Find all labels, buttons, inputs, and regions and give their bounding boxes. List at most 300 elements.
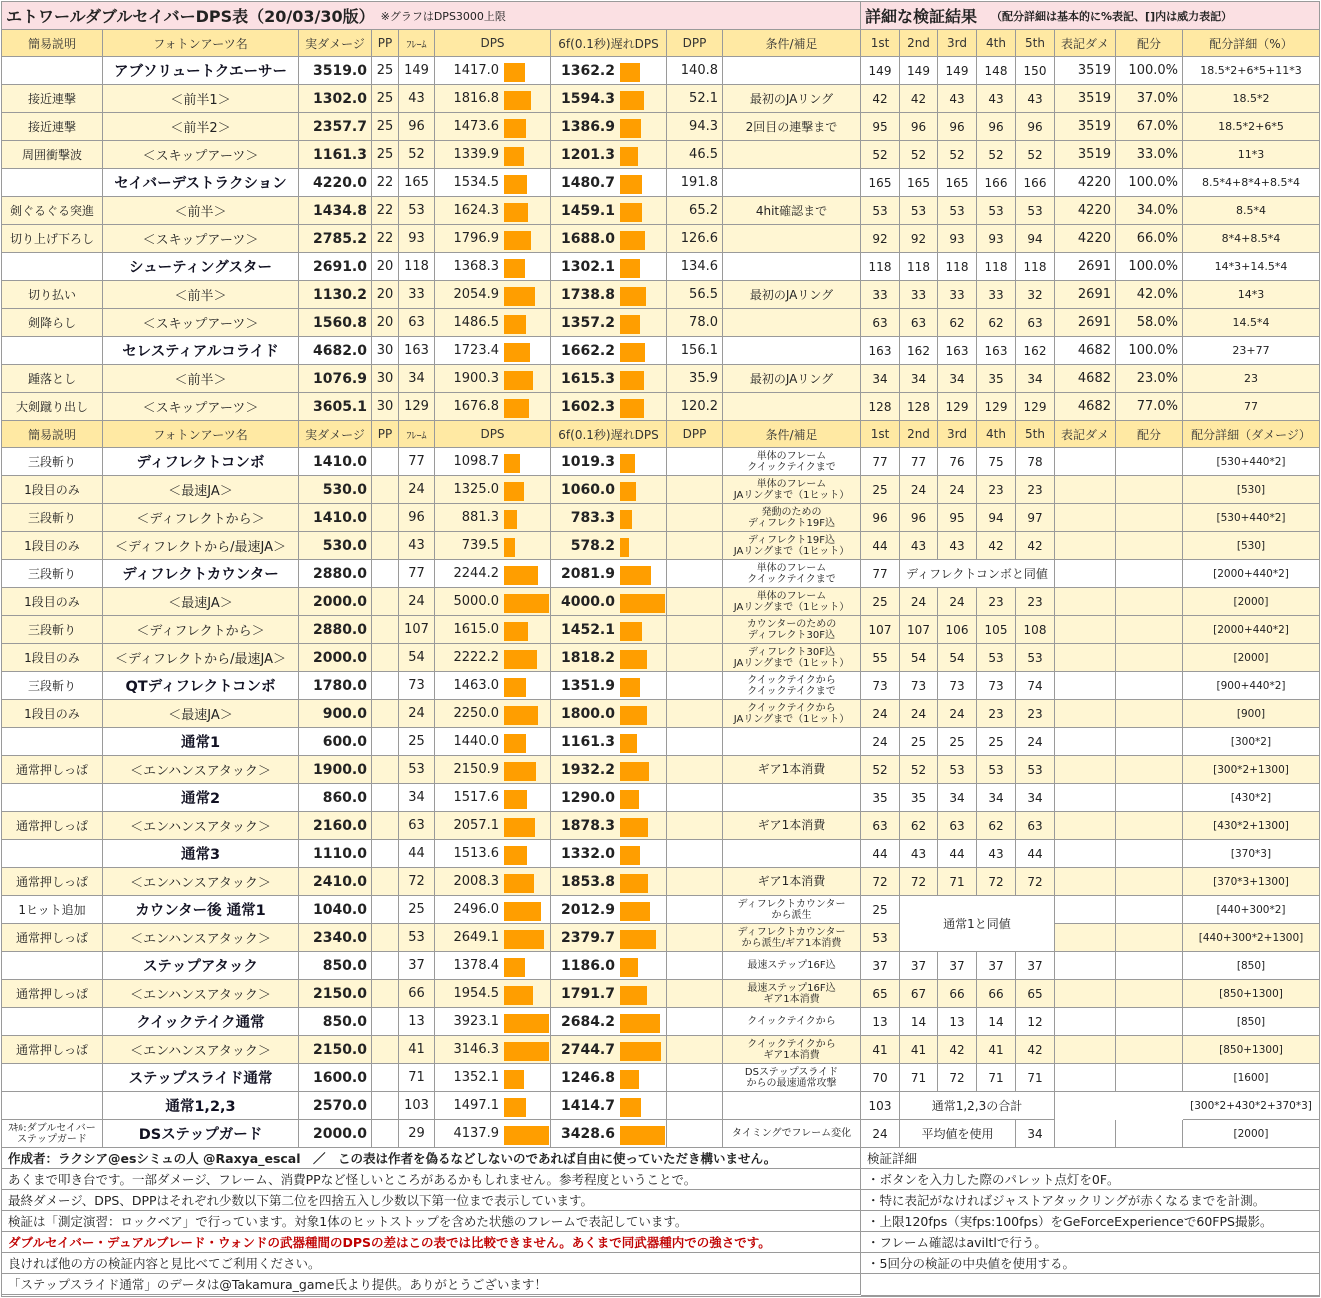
- detail-note: （配分詳細は基本的に%表記、[]内は威力表記）: [991, 9, 1233, 23]
- dps-value: 1368.3: [453, 259, 499, 274]
- real-damage: 1130.2: [299, 281, 372, 309]
- frame-count: 41: [399, 1036, 435, 1064]
- real-damage: 1040.0: [299, 896, 372, 924]
- frame-trial-1: 95: [861, 113, 900, 141]
- real-damage: 3605.1: [299, 393, 372, 421]
- dps-bar: [620, 315, 640, 334]
- header-headers2-0: 簡易説明: [2, 421, 103, 448]
- condition: [723, 57, 861, 85]
- art-name: DSステップガード: [103, 1120, 299, 1148]
- footer-note-1: あくまで叩き台です。一部ダメージ、フレーム、消費PPなど怪しいところがあるかもしれません。参考程度ということで。: [2, 1169, 861, 1190]
- header-headers2-1: フォトンアーツ名: [103, 421, 299, 448]
- verification-item-4: ・5回分の検証の中央値を使用する。: [861, 1253, 1320, 1274]
- header-headers1-3: PP: [372, 30, 399, 57]
- distribution-detail: [2000]: [1183, 588, 1320, 616]
- listed-damage: [1055, 784, 1116, 812]
- dps6-cell: [551, 1092, 667, 1120]
- dps-cell: [435, 1064, 551, 1092]
- frame-trial-2: 92: [900, 225, 938, 253]
- dps-cell: [435, 141, 551, 169]
- condition: 最速ステップ16F込 ギア1本消費: [723, 980, 861, 1008]
- real-damage: 2410.0: [299, 868, 372, 896]
- dps-bar: [504, 315, 526, 334]
- listed-damage: [1055, 616, 1116, 644]
- listed-damage: [1055, 728, 1116, 756]
- listed-damage: [1055, 812, 1116, 840]
- condition: クイックテイクから: [723, 1008, 861, 1036]
- dps6-cell: [551, 448, 667, 476]
- dpp-value: [667, 952, 723, 980]
- header-headers2-9: 1st: [861, 421, 900, 448]
- frame-trial-2: 53: [900, 197, 938, 225]
- verification-item-1: ・特に表記がなければジャストアタックリングが赤くなるまでを計測。: [861, 1190, 1320, 1211]
- dps6-cell: [551, 225, 667, 253]
- frame-trial-5: 34: [1016, 365, 1055, 393]
- dpp-value: [667, 924, 723, 952]
- header-headers1-2: 実ダメージ: [299, 30, 372, 57]
- dps6-value: 2081.9: [560, 565, 615, 582]
- frame-trial-1: 25: [861, 896, 900, 924]
- dps-value: 1816.8: [453, 91, 499, 106]
- condition: 発動のための ディフレクト19F込: [723, 504, 861, 532]
- distribution: [1116, 980, 1183, 1008]
- row-desc: 1段目のみ: [2, 644, 103, 672]
- dps-bar: [620, 1014, 660, 1033]
- frame-trial-3: 72: [938, 1064, 977, 1092]
- frame-trial-2: 24: [900, 588, 938, 616]
- distribution-detail: [300*2]: [1183, 728, 1320, 756]
- dps6-cell: [551, 812, 667, 840]
- dps6-value: 1019.3: [560, 453, 615, 470]
- listed-damage: [1055, 1064, 1116, 1092]
- dpp-value: [667, 784, 723, 812]
- verification-title: 検証詳細: [861, 1148, 1320, 1169]
- dps6-value: 4000.0: [560, 593, 615, 610]
- real-damage: 2691.0: [299, 253, 372, 281]
- frame-trial-5: 96: [1016, 113, 1055, 141]
- frame-trial-1: 73: [861, 672, 900, 700]
- frame-trial-4: 93: [977, 225, 1016, 253]
- dps-bar: [504, 343, 530, 362]
- dps-bar: [620, 91, 644, 110]
- pp-cost: [372, 868, 399, 896]
- dps-cell: [435, 309, 551, 337]
- dpp-value: [667, 644, 723, 672]
- frame-count: 107: [399, 616, 435, 644]
- distribution: [1116, 532, 1183, 560]
- header-headers1-13: 5th: [1016, 30, 1055, 57]
- frame-count: 103: [399, 1092, 435, 1120]
- dpp-value: [667, 728, 723, 756]
- dps-value: 1676.8: [453, 399, 499, 414]
- detail-title: [861, 2, 1320, 30]
- frame-trial-5: 118: [1016, 253, 1055, 281]
- dps-bar: [504, 930, 544, 949]
- condition: [723, 1092, 861, 1120]
- frame-count: 43: [399, 532, 435, 560]
- distribution: [1116, 896, 1183, 924]
- dps-value: 1098.7: [453, 454, 499, 469]
- dpp-value: [667, 448, 723, 476]
- frame-trial-4: 35: [977, 365, 1016, 393]
- real-damage: 2880.0: [299, 560, 372, 588]
- pp-cost: [372, 1092, 399, 1120]
- frame-trial-4: 14: [977, 1008, 1016, 1036]
- dps-value: 1325.0: [453, 482, 499, 497]
- frame-trial-2: 62: [900, 812, 938, 840]
- pp-cost: 22: [372, 197, 399, 225]
- dps-value: 1624.3: [453, 203, 499, 218]
- frame-count: 24: [399, 700, 435, 728]
- frame-count: 53: [399, 924, 435, 952]
- condition: [723, 337, 861, 365]
- frame-trial-1: 92: [861, 225, 900, 253]
- frame-trial-1: 70: [861, 1064, 900, 1092]
- frame-trial-4: 105: [977, 616, 1016, 644]
- distribution: [1116, 840, 1183, 868]
- pp-cost: [372, 728, 399, 756]
- dps-bar: [620, 874, 648, 893]
- condition: ギア1本消費: [723, 756, 861, 784]
- frame-trial-1: 77: [861, 560, 900, 588]
- real-damage: 2340.0: [299, 924, 372, 952]
- dps-bar: [504, 510, 517, 529]
- frame-trial-4: 52: [977, 141, 1016, 169]
- art-name: 通常1,2,3: [103, 1092, 299, 1120]
- dps-value: 1954.5: [453, 986, 499, 1001]
- row-desc: 1段目のみ: [2, 588, 103, 616]
- dps6-value: 1738.8: [560, 286, 615, 303]
- listed-damage: [1055, 672, 1116, 700]
- frame-trial-3: 13: [938, 1008, 977, 1036]
- dps-bar: [620, 762, 649, 781]
- row-desc: [2, 337, 103, 365]
- detail-title-text: 詳細な検証結果: [865, 7, 978, 26]
- frame-count: 63: [399, 812, 435, 840]
- frame-trial-5: 23: [1016, 700, 1055, 728]
- condition: ディフレクトカウンター から派生/ギア1本消費: [723, 924, 861, 952]
- dps6-cell: [551, 588, 667, 616]
- frame-count: 25: [399, 728, 435, 756]
- frame-trial-3: 24: [938, 476, 977, 504]
- frame-trial-2: 149: [900, 57, 938, 85]
- dpp-value: [667, 980, 723, 1008]
- dps6-cell: [551, 141, 667, 169]
- distribution: 58.0%: [1116, 309, 1183, 337]
- frame-count: 43: [399, 85, 435, 113]
- frame-trial-1: 63: [861, 309, 900, 337]
- dps-bar: [620, 538, 629, 557]
- frame-trial-4: 23: [977, 700, 1016, 728]
- pp-cost: [372, 560, 399, 588]
- frame-trial-4: 34: [977, 784, 1016, 812]
- distribution: [1116, 1008, 1183, 1036]
- dpp-value: [667, 700, 723, 728]
- dps-value: 2222.2: [453, 650, 499, 665]
- frame-trial-4: 71: [977, 1064, 1016, 1092]
- condition: DSステップスライド からの最速通常攻撃: [723, 1064, 861, 1092]
- header-headers1-7: DPP: [667, 30, 723, 57]
- frame-trial-5: 23: [1016, 476, 1055, 504]
- pp-cost: [372, 1064, 399, 1092]
- distribution-detail: 18.5*2+6*5: [1183, 113, 1320, 141]
- dps-bar: [620, 119, 641, 138]
- frame-count: 71: [399, 1064, 435, 1092]
- frame-trial-5: 71: [1016, 1064, 1055, 1092]
- dpp-value: [667, 1120, 723, 1148]
- distribution: 34.0%: [1116, 197, 1183, 225]
- frame-trial-5: 44: [1016, 840, 1055, 868]
- dps6-cell: [551, 868, 667, 896]
- art-name: ＜最速JA＞: [103, 476, 299, 504]
- dps-cell: [435, 588, 551, 616]
- dps6-cell: [551, 896, 667, 924]
- frame-count: 77: [399, 560, 435, 588]
- art-name: ＜エンハンスアタック＞: [103, 980, 299, 1008]
- frame-trial-3: 163: [938, 337, 977, 365]
- dps6-value: 2012.9: [560, 901, 615, 918]
- real-damage: 2570.0: [299, 1092, 372, 1120]
- condition: クイックテイクから クイックテイクまで: [723, 672, 861, 700]
- dpp-value: [667, 1036, 723, 1064]
- header-headers1-11: 3rd: [938, 30, 977, 57]
- dps-value: 2496.0: [453, 902, 499, 917]
- frame-trial-4: 23: [977, 476, 1016, 504]
- real-damage: 2785.2: [299, 225, 372, 253]
- footer-note-2: 最終ダメージ、DPS、DPPはそれぞれ少数以下第二位を四捨五入し少数以下第一位まで表示しています。: [2, 1190, 861, 1211]
- frame-trial-5: 63: [1016, 309, 1055, 337]
- header-headers2-4: ﾌﾚｰﾑ: [399, 421, 435, 448]
- condition: 最初のJAリング: [723, 85, 861, 113]
- listed-damage: [1055, 448, 1116, 476]
- frame-trial-5: 72: [1016, 868, 1055, 896]
- frame-trial-5: 42: [1016, 1036, 1055, 1064]
- dps-bar: [620, 622, 642, 641]
- frame-trial-2: 24: [900, 700, 938, 728]
- pp-cost: 30: [372, 393, 399, 421]
- listed-damage: 3519: [1055, 57, 1116, 85]
- frame-trial-4: 33: [977, 281, 1016, 309]
- dps6-value: 1800.0: [560, 705, 615, 722]
- dpp-value: [667, 840, 723, 868]
- frame-trial-4: 62: [977, 812, 1016, 840]
- listed-damage: [1055, 700, 1116, 728]
- dps6-value: 1688.0: [560, 230, 615, 247]
- dps-bar: [620, 399, 644, 418]
- distribution: [1116, 616, 1183, 644]
- footer-note-0: 作成者：ラクシア@esシミュの人 @Raxya_escal ／ この表は作者を偽るなどしないのであれば自由に使っていただき構いません。: [2, 1148, 861, 1169]
- row-desc: [2, 1064, 103, 1092]
- frame-trial-3: 24: [938, 588, 977, 616]
- frame-trial-5: 78: [1016, 448, 1055, 476]
- frame-trial-3: 93: [938, 225, 977, 253]
- header-headers1-8: 条件/補足: [723, 30, 861, 57]
- header-headers1-16: 配分詳細（%）: [1183, 30, 1320, 57]
- frame-trial-2: 96: [900, 504, 938, 532]
- dps-bar: [620, 1126, 665, 1145]
- frame-trial-4: 118: [977, 253, 1016, 281]
- dps6-value: 1878.3: [560, 817, 615, 834]
- art-name: ディフレクトカウンター: [103, 560, 299, 588]
- dps-cell: [435, 476, 551, 504]
- dps6-value: 1161.3: [560, 733, 615, 750]
- frame-trial-5: 24: [1016, 728, 1055, 756]
- dps-bar: [620, 566, 651, 585]
- frame-trial-1: 37: [861, 952, 900, 980]
- dps-bar: [504, 399, 529, 418]
- art-name: QTディフレクトコンボ: [103, 672, 299, 700]
- art-name: ＜ディフレクトから/最速JA＞: [103, 532, 299, 560]
- frame-trial-5: 74: [1016, 672, 1055, 700]
- frame-trial-3: 95: [938, 504, 977, 532]
- distribution-detail: [850+1300]: [1183, 1036, 1320, 1064]
- distribution-detail: 8.5*4+8*4+8.5*4: [1183, 169, 1320, 197]
- real-damage: 3519.0: [299, 57, 372, 85]
- dps-value: 1440.0: [453, 734, 499, 749]
- frame-count: 13: [399, 1008, 435, 1036]
- distribution-detail: [370*3]: [1183, 840, 1320, 868]
- dps-cell: [435, 393, 551, 421]
- dps-bar: [620, 594, 665, 613]
- frame-trial-4: 96: [977, 113, 1016, 141]
- frame-trial-3: 96: [938, 113, 977, 141]
- listed-damage: [1055, 868, 1116, 896]
- frame-trial-3: 33: [938, 281, 977, 309]
- frame-trial-4: 53: [977, 756, 1016, 784]
- distribution-detail: [440+300*2]: [1183, 896, 1320, 924]
- frame-trial-2: 165: [900, 169, 938, 197]
- dps6-cell: [551, 532, 667, 560]
- distribution: [1116, 700, 1183, 728]
- pp-cost: 25: [372, 113, 399, 141]
- frame-trial-1: 65: [861, 980, 900, 1008]
- dps-bar: [620, 287, 646, 306]
- frame-trial-1: 44: [861, 840, 900, 868]
- frame-count: 165: [399, 169, 435, 197]
- frame-trial-1: 52: [861, 756, 900, 784]
- real-damage: 1560.8: [299, 309, 372, 337]
- art-name: クイックテイク通常: [103, 1008, 299, 1036]
- dps-cell: [435, 616, 551, 644]
- dps-bar: [620, 147, 638, 166]
- frame-trial-5: 53: [1016, 197, 1055, 225]
- header-headers2-6: 6f(0.1秒)遅れDPS: [551, 421, 667, 448]
- dps-cell: [435, 980, 551, 1008]
- dps-bar: [504, 175, 527, 194]
- dps6-value: 1201.3: [560, 146, 615, 163]
- dps-bar: [620, 958, 638, 977]
- dps-bar: [620, 846, 640, 865]
- pp-cost: [372, 952, 399, 980]
- distribution: [1116, 644, 1183, 672]
- distribution-detail: [900]: [1183, 700, 1320, 728]
- frame-count: 72: [399, 868, 435, 896]
- distribution: 66.0%: [1116, 225, 1183, 253]
- dpp-value: [667, 672, 723, 700]
- dps-bar: [620, 678, 640, 697]
- distribution-detail: [2000]: [1183, 644, 1320, 672]
- distribution-detail: 8.5*4: [1183, 197, 1320, 225]
- dps-cell: [435, 253, 551, 281]
- frame-trial-4: 163: [977, 337, 1016, 365]
- title-text: エトワールダブルセイバーDPS表（20/03/30版）: [6, 7, 375, 26]
- frame-trial-2: 33: [900, 281, 938, 309]
- art-name: セイバーデストラクション: [103, 169, 299, 197]
- dps-bar: [504, 91, 531, 110]
- header-headers2-14: 表記ダメ: [1055, 421, 1116, 448]
- dps-bar: [620, 259, 640, 278]
- frame-count: 24: [399, 588, 435, 616]
- art-name: 通常2: [103, 784, 299, 812]
- dpp-value: [667, 756, 723, 784]
- frame-trial-4: 129: [977, 393, 1016, 421]
- distribution-detail: [530+440*2]: [1183, 504, 1320, 532]
- frame-trial-2: 107: [900, 616, 938, 644]
- pp-cost: [372, 448, 399, 476]
- dps6-value: 2744.7: [560, 1041, 615, 1058]
- dps6-cell: [551, 616, 667, 644]
- art-name: ステップアタック: [103, 952, 299, 980]
- dps-value: 1534.5: [453, 175, 499, 190]
- dps-bar: [504, 678, 526, 697]
- real-damage: 1410.0: [299, 448, 372, 476]
- distribution: [1116, 476, 1183, 504]
- frame-trial-4: 53: [977, 644, 1016, 672]
- dps-value: 1473.6: [453, 119, 499, 134]
- frame-count: 53: [399, 197, 435, 225]
- dpp-value: [667, 532, 723, 560]
- distribution: [1116, 672, 1183, 700]
- frame-trial-4: 62: [977, 309, 1016, 337]
- frame-count: 96: [399, 504, 435, 532]
- dps-bar: [620, 175, 642, 194]
- frame-trial-3: 52: [938, 141, 977, 169]
- frame-trial-1: 34: [861, 365, 900, 393]
- dps6-value: 1332.0: [560, 845, 615, 862]
- pp-cost: [372, 896, 399, 924]
- frame-count: 34: [399, 365, 435, 393]
- listed-damage: [1055, 1008, 1116, 1036]
- real-damage: 2160.0: [299, 812, 372, 840]
- dps-bar: [504, 650, 537, 669]
- frame-count: 96: [399, 113, 435, 141]
- dps6-cell: [551, 85, 667, 113]
- art-name: ＜エンハンスアタック＞: [103, 924, 299, 952]
- row-desc: 踵落とし: [2, 365, 103, 393]
- distribution: 77.0%: [1116, 393, 1183, 421]
- row-desc: 接近連撃: [2, 85, 103, 113]
- frame-trial-1: 53: [861, 197, 900, 225]
- frame-trial-1: 24: [861, 700, 900, 728]
- distribution-detail: [300*2+1300]: [1183, 756, 1320, 784]
- dps6-value: 1615.3: [560, 370, 615, 387]
- dps-value: 1723.4: [453, 343, 499, 358]
- dps6-cell: [551, 504, 667, 532]
- dps6-cell: [551, 169, 667, 197]
- frame-trial-3: 118: [938, 253, 977, 281]
- verification-item-3: ・フレーム確認はaviltlで行う。: [861, 1232, 1320, 1253]
- dps6-cell: [551, 672, 667, 700]
- dps-bar: [504, 902, 541, 921]
- frame-trial-4: 75: [977, 448, 1016, 476]
- pp-cost: [372, 784, 399, 812]
- pp-cost: [372, 1120, 399, 1148]
- listed-damage: [1055, 532, 1116, 560]
- dps-value: 2250.0: [453, 706, 499, 721]
- frame-trial-5: 97: [1016, 504, 1055, 532]
- header-headers2-8: 条件/補足: [723, 421, 861, 448]
- dps-cell: [435, 225, 551, 253]
